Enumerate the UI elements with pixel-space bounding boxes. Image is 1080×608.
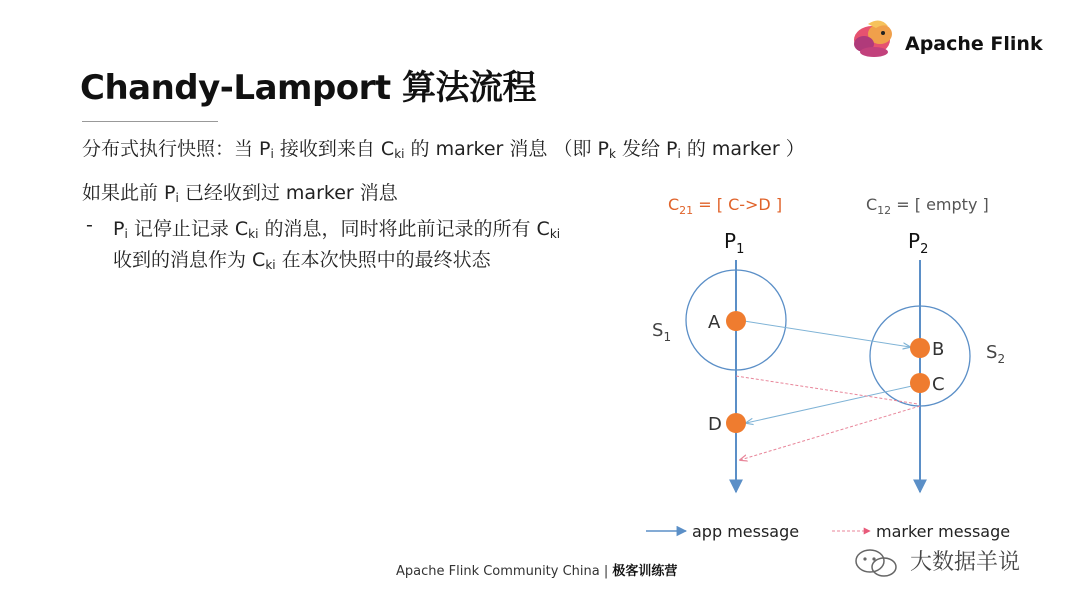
text-line-3: $P_i$ 记停止记录 $C_{ki}$ 的消息，同时将此前记录的所有 $C_{ki}$ [113,218,561,241]
s2-label: $S_2$ [986,342,1006,366]
event-c [910,373,930,393]
snapshot-diagram [600,180,1080,560]
watermark-text: 大数据羊说 [910,550,1021,575]
app-message-a-to-b [744,321,910,347]
slide-title: Chandy-Lamport 算法流程 [80,68,537,108]
footer: Apache Flink Community China | 极客训练营 [396,564,678,579]
text-line-1: 分布式执行快照：当 $P_i$ 接收到来自 $C_{ki}$ 的 marker 消息 （即 $P_k$ 发给 $P_i$ 的 marker ） [82,138,805,161]
event-a [726,311,746,331]
legend-app-label: app message [692,522,800,541]
event-d [726,413,746,433]
bullet-dash: - [86,214,93,236]
c21-label: $C_{21}$ = [ C->D ] [668,195,783,217]
app-message-c-to-d [746,386,912,423]
event-c-label: C [932,374,945,395]
marker-message-p2-to-p1 [740,406,920,460]
text-line-2: 如果此前 $P_i$ 已经收到过 marker 消息 [82,182,398,205]
p1-label: $P_1$ [724,229,745,257]
legend-marker-label: marker message [876,522,1011,541]
event-b [910,338,930,358]
c12-label: $C_{12}$ = [ empty ] [866,195,989,217]
marker-message-p1-to-p2 [736,376,918,404]
brand-name: Apache Flink [905,33,1043,55]
p2-label: $P_2$ [908,229,929,257]
s1-label: $S_1$ [652,320,672,344]
event-d-label: D [708,414,722,435]
event-b-label: B [932,339,945,360]
title-underline [82,121,218,122]
event-a-label: A [708,312,721,333]
text-line-4: 收到的消息作为 $C_{ki}$ 在本次快照中的最终状态 [113,249,491,272]
